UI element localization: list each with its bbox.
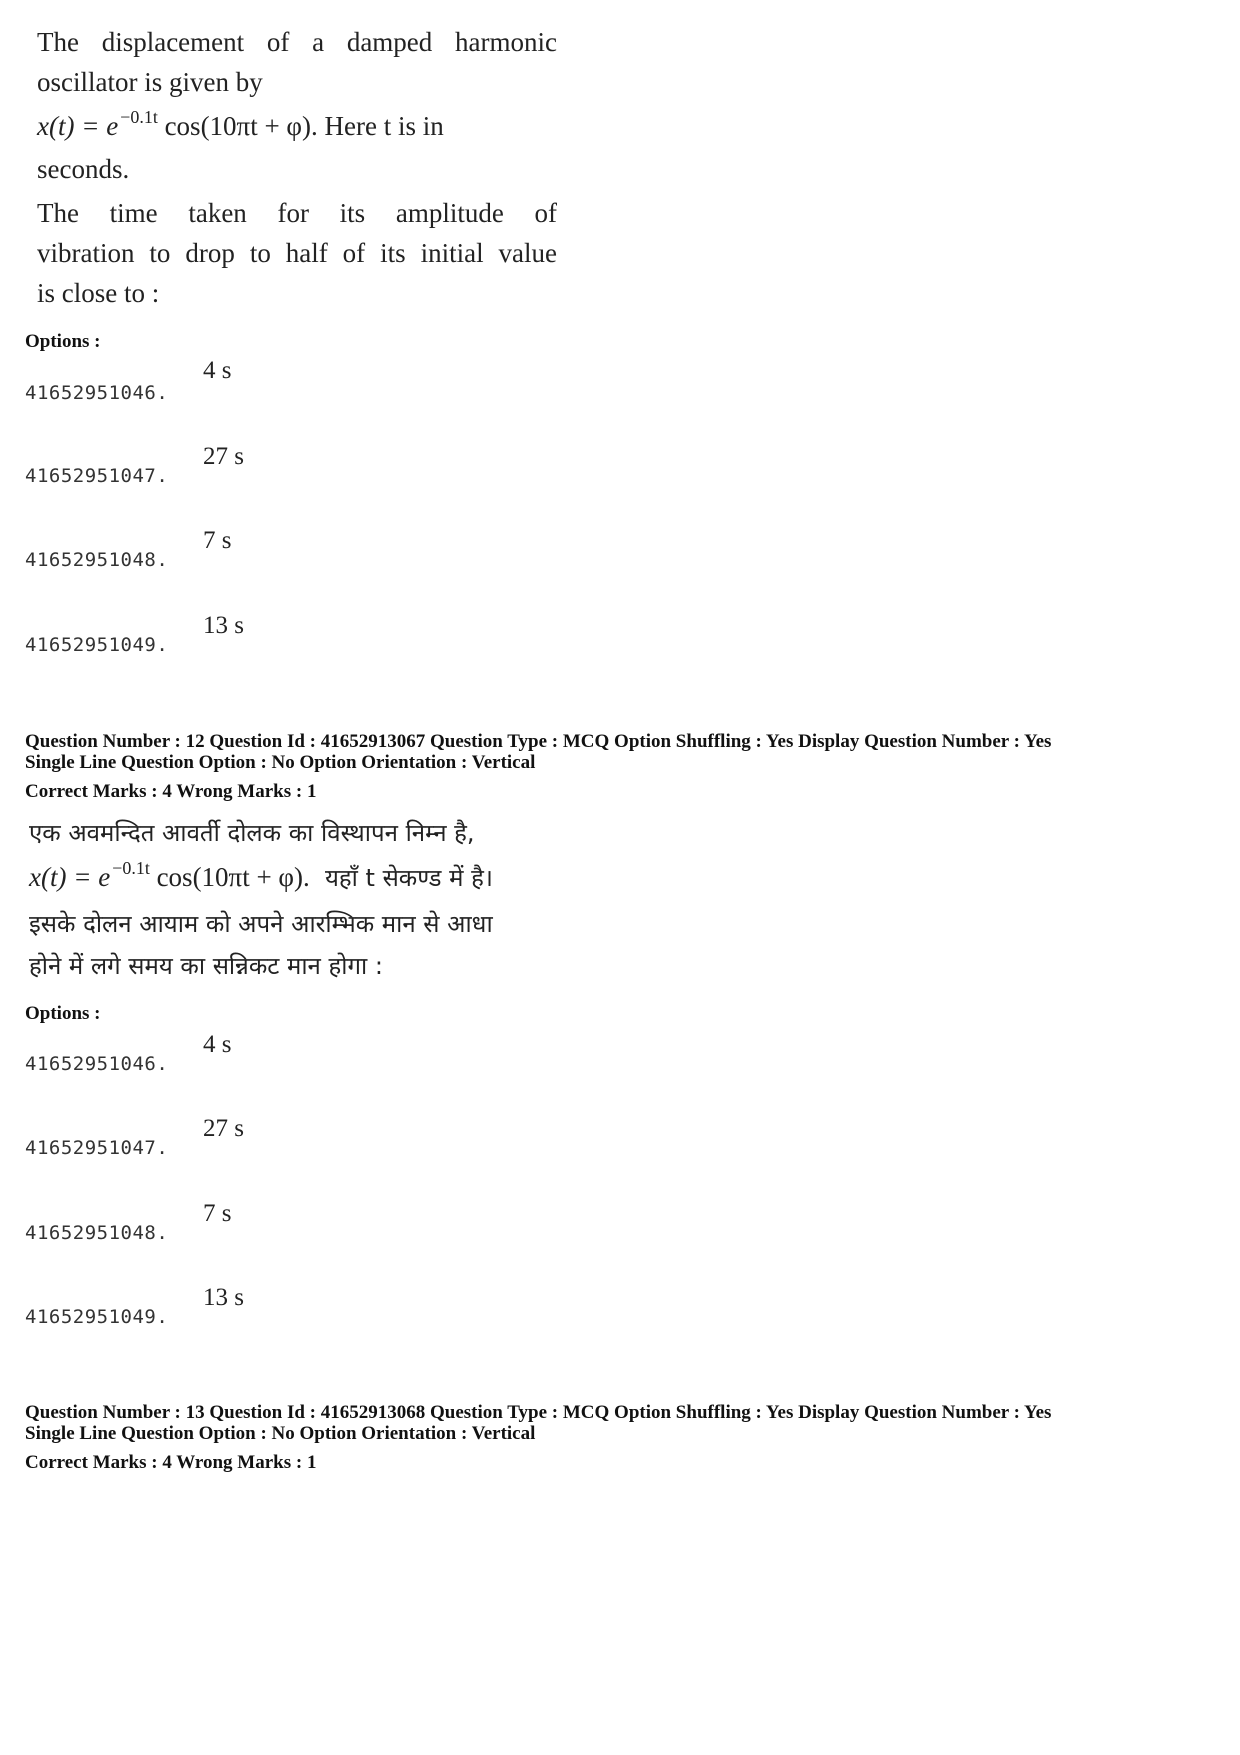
option-id: 41652951048. <box>25 549 169 571</box>
option-value: 7 s <box>203 1200 232 1227</box>
option-value: 4 s <box>203 357 232 384</box>
option-id: 41652951049. <box>25 1306 169 1328</box>
question-12-meta-line2: Single Line Question Option : No Option Orientation : Vertical <box>25 752 536 773</box>
option-value: 13 s <box>203 1284 244 1311</box>
question-11-text <box>37 22 557 313</box>
option-id: 41652951046. <box>25 382 169 404</box>
formula-rest: cos(10πt + φ). <box>149 862 310 892</box>
question-text-line: seconds. <box>37 154 130 184</box>
options-label: Options : <box>25 1003 101 1024</box>
question-text-line: vibration to drop to half of its initial value <box>37 238 557 268</box>
option-value: 7 s <box>203 527 232 554</box>
option-value: 4 s <box>203 1031 232 1058</box>
question-12-meta-line1: Question Number : 12 Question Id : 41652913067 Question Type : MCQ Option Shuffling : Yes Display Question Number : Yes <box>25 731 1052 752</box>
question-text-line: is close to : <box>37 278 160 308</box>
option-id: 41652951049. <box>25 634 169 656</box>
formula-lhs: x(t) = e <box>37 111 119 141</box>
option-id: 41652951047. <box>25 465 169 487</box>
option-value: 27 s <box>203 443 244 470</box>
question-13-marks: Correct Marks : 4 Wrong Marks : 1 <box>25 1452 317 1473</box>
formula-exponent: −0.1t <box>112 858 150 878</box>
option-value: 27 s <box>203 1115 244 1142</box>
question-13-meta-line2: Single Line Question Option : No Option Orientation : Vertical <box>25 1423 536 1444</box>
formula-lhs: x(t) = e <box>29 862 111 892</box>
option-id: 41652951047. <box>25 1137 169 1159</box>
option-id: 41652951046. <box>25 1053 169 1075</box>
formula-tail: यहाँ t सेकण्ड में है। <box>325 864 493 892</box>
formula-line <box>29 856 549 901</box>
question-text-line: The displacement of a damped harmonic <box>37 27 557 57</box>
question-text-line: एक अवमन्दित आवर्ती दोलक का विस्थापन निम्न है, <box>29 819 475 847</box>
formula-line <box>37 106 557 149</box>
question-12-marks: Correct Marks : 4 Wrong Marks : 1 <box>25 781 317 802</box>
question-text-line: होने में लगे समय का सन्निकट मान होगा : <box>29 952 383 980</box>
question-text-line: oscillator is given by <box>37 67 263 97</box>
question-12-text <box>29 812 549 987</box>
option-id: 41652951048. <box>25 1222 169 1244</box>
formula-rest: cos(10πt + φ). Here t is in <box>157 111 444 141</box>
option-value: 13 s <box>203 612 244 639</box>
formula-exponent: −0.1t <box>120 107 158 127</box>
question-text-line: The time taken for its amplitude of <box>37 198 557 228</box>
question-13-meta-line1: Question Number : 13 Question Id : 41652913068 Question Type : MCQ Option Shuffling : Yes Display Question Number : Yes <box>25 1402 1052 1423</box>
options-label: Options : <box>25 331 101 352</box>
question-text-line: इसके दोलन आयाम को अपने आरम्भिक मान से आधा <box>29 910 493 938</box>
